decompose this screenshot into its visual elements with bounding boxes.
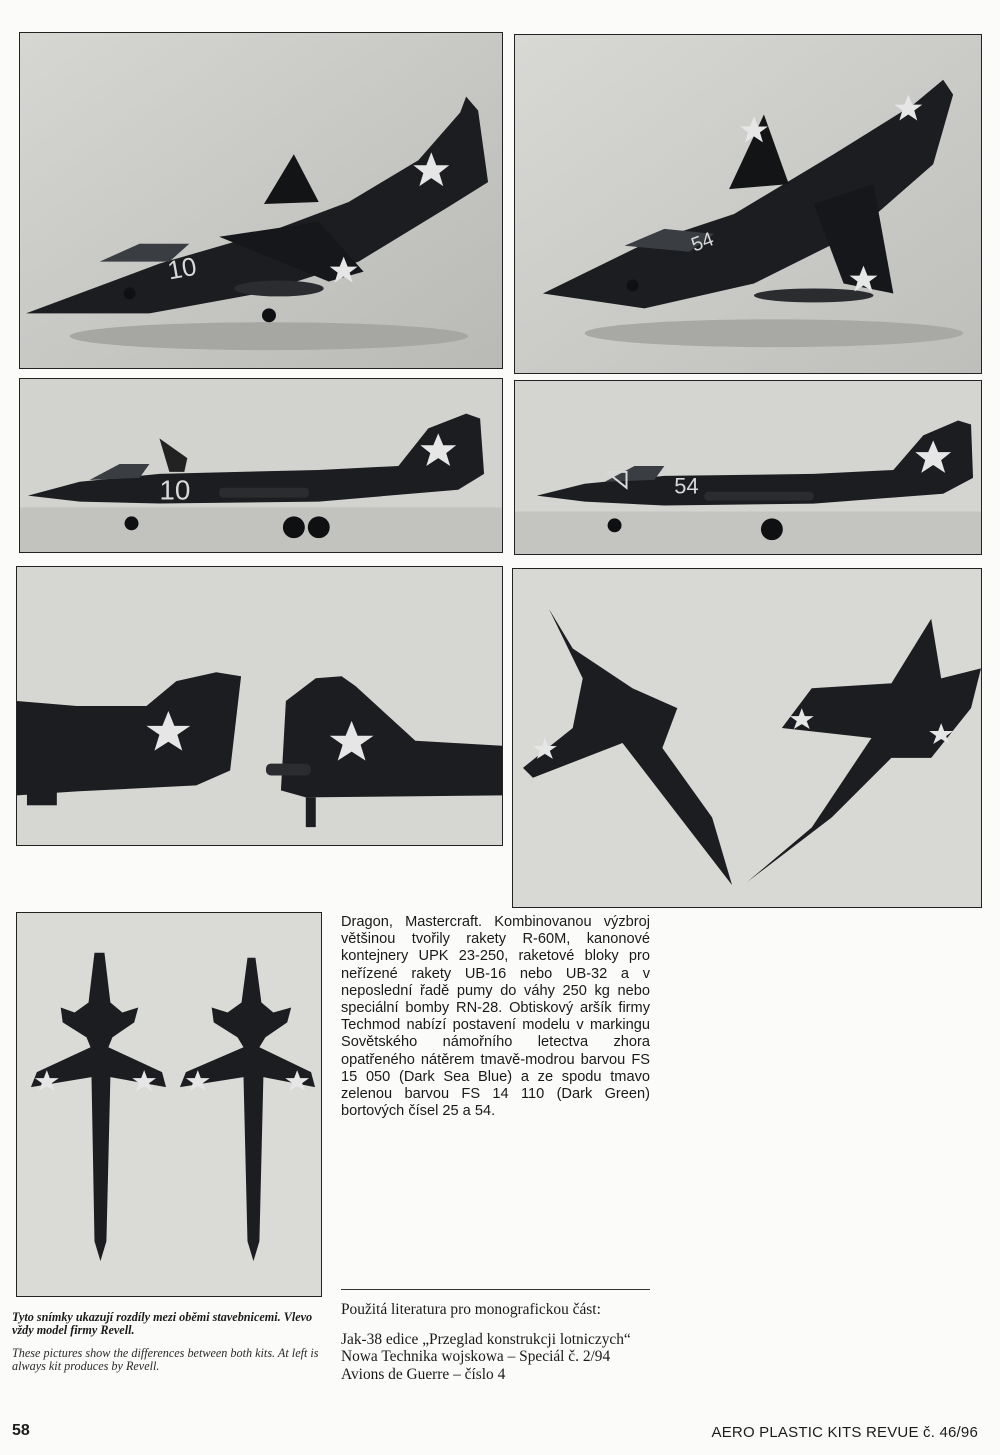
article-body: Dragon, Mastercraft. Kombinovanou výzbroj většinou tvořily rakety R-60M, kanonové kontejnery UPK 23-250, raketové bloky pro neřízené rakety UB-16 nebo UB-32 a v neposlední řadě pumy do váhy 250 kg nebo speciální bomby RN-28. Obtiskový aršík firmy Techmod nabízí postavení modelu v markingu Sovětského námořního letectva zhora opatřeného nátěrem tmavě-modrou barvou FS 15 050 (Dark Sea Blue) a ze spodu tmavo zelenou barvou FS 14 110 (Dark Green) bortových čísel 25 a 54. [341, 914, 650, 1120]
literature-divider [341, 1289, 650, 1290]
literature-heading: Použitá literatura pro monografickou část: [341, 1301, 601, 1318]
photo-revell-three-quarter [19, 32, 503, 369]
photo-dragon-three-quarter [514, 34, 982, 374]
photo-top-view-comparison [16, 912, 322, 1297]
photo-caption-english: These pictures show the differences between both kits. At left is always kit produces by Revell. [12, 1346, 319, 1373]
literature-item: Nowa Technika wojskowa – Speciál č. 2/94 [341, 1348, 611, 1365]
publication-footer: AERO PLASTIC KITS REVUE č. 46/96 [711, 1424, 978, 1441]
marking-text: 10 [165, 252, 199, 286]
photo-underside-comparison [512, 568, 982, 908]
photo-caption-czech: Tyto snímky ukazují rozdíly mezi oběmi stavebnicemi. Vlevo vždy model firmy Revell. [12, 1310, 313, 1337]
marking-text: 10 [159, 474, 191, 506]
literature-item: Avions de Guerre – číslo 4 [341, 1365, 506, 1383]
literature-item: Jak-38 edice „Przeglad konstrukcji lotniczych“ [341, 1330, 631, 1348]
photo-dragon-side-view [514, 380, 982, 555]
photo-tail-fin-comparison [16, 566, 503, 846]
marking-text: 54 [674, 473, 699, 499]
marking-text: 54 [688, 228, 717, 257]
photo-revell-side-view [19, 378, 503, 553]
literature-section [341, 1301, 661, 1383]
page-number: 58 [12, 1422, 30, 1439]
